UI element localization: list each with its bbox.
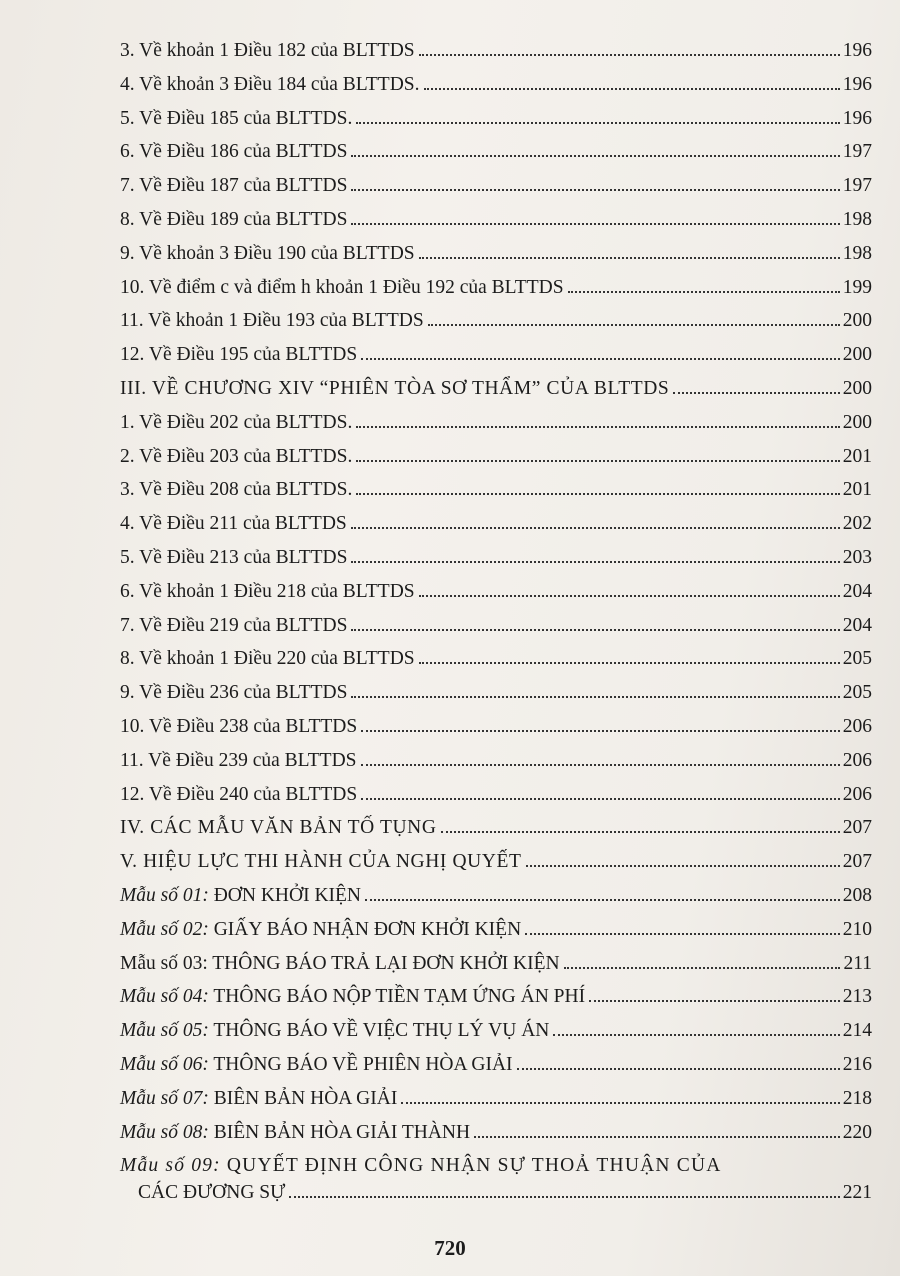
dot-leader [351,223,839,225]
dot-leader [351,155,839,157]
toc-entry-title: 4. Về Điều 211 của BLTTDS [120,513,347,535]
toc-entry-title: THÔNG BÁO VỀ VIỆC THỤ LÝ VỤ ÁN [208,1020,550,1042]
toc-entry-page: 200 [842,344,872,366]
dot-leader [474,1136,840,1138]
toc-entry[interactable] [120,205,872,239]
toc-section-heading[interactable] [120,813,872,847]
toc-entry-title: 6. Về khoản 1 Điều 218 của BLTTDS [120,580,415,602]
dot-leader [553,1034,839,1036]
toc-entry-page: 207 [842,851,872,873]
dot-leader [428,324,840,326]
toc-entry-page: 221 [842,1181,872,1203]
toc-form-entry[interactable] [120,1084,872,1118]
form-number: Mẫu số 06: [120,1053,209,1075]
toc-entry-page: 214 [842,1020,872,1042]
dot-leader [356,460,839,462]
form-number: Mẫu số 09: [120,1155,221,1177]
dot-leader [401,1102,839,1104]
dot-leader [361,798,840,800]
toc-entry-page: 207 [842,817,872,839]
dot-leader [351,189,839,191]
toc-entry-page: 204 [842,580,872,602]
toc-form-entry[interactable] [120,949,872,983]
toc-entry[interactable] [120,577,872,611]
toc-entry-title: 9. Về khoản 3 Điều 190 của BLTTDS [120,242,415,264]
dot-leader [351,527,840,529]
dot-leader [526,865,840,867]
toc-entry[interactable] [120,273,872,307]
dot-leader [356,493,839,495]
dot-leader [419,257,840,259]
toc-entry-title: CÁC ĐƯƠNG SỰ [138,1181,286,1203]
toc-entry-page: 205 [842,648,872,670]
toc-entry[interactable] [120,171,872,205]
toc-entry-title: 12. Về Điều 195 của BLTTDS [120,344,358,366]
form-number: Mẫu số 02: [120,918,209,940]
dot-leader [419,662,840,664]
toc-entry[interactable] [120,306,872,340]
toc-entry-title: 8. Về Điều 189 của BLTTDS [120,208,348,230]
toc-entry[interactable] [120,408,872,442]
toc-entry-title: 1. Về Điều 202 của BLTTDS. [120,411,353,433]
form-number: Mẫu số 08: [120,1121,209,1143]
dot-leader [589,1000,840,1002]
toc-entry-page: 198 [842,242,872,264]
toc-entry-title: 10. Về Điều 238 của BLTTDS [120,715,358,737]
toc-entry-page: 203 [842,546,872,568]
toc-entry-title: 6. Về Điều 186 của BLTTDS [120,141,348,163]
toc-entry[interactable] [120,712,872,746]
toc-section-heading[interactable] [120,374,872,408]
toc-entry-title: 9. Về Điều 236 của BLTTDS [120,682,348,704]
toc-entry[interactable] [120,543,872,577]
dot-leader [419,54,840,56]
toc-entry-title: 4. Về khoản 3 Điều 184 của BLTTDS. [120,73,420,95]
form-number: Mẫu số 07: [120,1087,209,1109]
toc-entry-title: 11. Về Điều 239 của BLTTDS [120,749,357,771]
dot-leader [351,696,839,698]
dot-leader [568,291,840,293]
toc-entry[interactable] [120,137,872,171]
toc-entry[interactable] [120,611,872,645]
toc-entry-page: 206 [842,783,872,805]
toc-entry[interactable] [120,644,872,678]
toc-form-entry[interactable] [120,1151,872,1211]
toc-entry-page: 211 [843,952,872,974]
toc-entry-title: III. VỀ CHƯƠNG XIV “PHIÊN TÒA SƠ THẨM” CỦA BLTTDS [120,377,670,399]
dot-leader [356,426,839,428]
toc-entry-title: 8. Về khoản 1 Điều 220 của BLTTDS [120,648,415,670]
dot-leader [424,88,840,90]
dot-leader [361,730,840,732]
toc-entry-title: BIÊN BẢN HÒA GIẢI THÀNH [208,1121,471,1143]
dot-leader [525,933,840,935]
toc-entry-title-line1: QUYẾT ĐỊNH CÔNG NHẬN SỰ THOẢ THUẬN CỦA [220,1155,722,1177]
toc-entry-title: GIẤY BÁO NHẬN ĐƠN KHỞI KIỆN [208,918,522,940]
toc-entry-title: 7. Về Điều 219 của BLTTDS [120,614,348,636]
toc-entry-title: V. HIỆU LỰC THI HÀNH CỦA NGHỊ QUYẾT [120,851,522,873]
toc-entry-page: 205 [842,682,872,704]
toc-entry[interactable] [120,239,872,273]
toc-entry-page: 202 [842,513,872,535]
dot-leader [361,764,840,766]
toc-entry-page: 201 [842,479,872,501]
toc-entry[interactable] [120,678,872,712]
form-number: Mẫu số 01: [120,884,209,906]
toc-form-entry[interactable] [120,982,872,1016]
form-number: Mẫu số 04: [120,986,209,1008]
toc-form-entry[interactable] [120,915,872,949]
toc-entry-page: 216 [842,1053,872,1075]
toc-entry[interactable] [120,746,872,780]
toc-section-heading[interactable] [120,847,872,881]
toc-entry-title: 3. Về khoản 1 Điều 182 của BLTTDS [120,40,415,61]
toc-entry-page: 196 [842,107,872,129]
dot-leader [289,1196,839,1198]
toc-entry-page: 198 [842,208,872,230]
toc-entry-title: Mẫu số 03: THÔNG BÁO TRẢ LẠI ĐƠN KHỞI KIỆN [120,952,560,974]
toc-entry-page: 210 [842,918,872,940]
dot-leader [351,561,839,563]
toc-entry-title: THÔNG BÁO NỘP TIỀN TẠM ỨNG ÁN PHÍ [208,986,586,1008]
toc-entry[interactable] [120,442,872,476]
toc-entry-title: 11. Về khoản 1 Điều 193 của BLTTDS [120,310,424,332]
toc-entry[interactable] [120,509,872,543]
toc-entry-page: 213 [842,986,872,1008]
toc-entry-page: 200 [842,411,872,433]
dot-leader [356,122,839,124]
toc-entry-page: 199 [842,276,872,298]
dot-leader [517,1068,840,1070]
toc-entry-page: 201 [842,445,872,467]
dot-leader [419,595,840,597]
form-number: Mẫu số 05: [120,1020,209,1042]
toc-entry-page: 204 [842,614,872,636]
toc-entry-page: 218 [842,1087,872,1109]
toc-form-entry[interactable] [120,1016,872,1050]
toc-entry[interactable] [120,780,872,814]
dot-leader [441,831,840,833]
toc-entry-title: 12. Về Điều 240 của BLTTDS [120,783,358,805]
toc-entry-page: 200 [842,310,872,332]
toc-entry[interactable] [120,340,872,374]
toc-entry[interactable] [120,104,872,138]
toc-entry-title: 2. Về Điều 203 của BLTTDS. [120,445,353,467]
toc-entry-page: 197 [842,175,872,197]
toc-entry-page: 206 [842,749,872,771]
dot-leader [361,358,840,360]
toc-form-entry[interactable] [120,881,872,915]
table-of-contents [120,36,872,1211]
toc-entry-page: 197 [842,141,872,163]
toc-form-entry[interactable] [120,1050,872,1084]
toc-entry-page: 220 [842,1121,872,1143]
toc-entry-title: 10. Về điểm c và điểm h khoản 1 Điều 192 của BLTTDS [120,276,564,298]
page-number: 720 [434,1236,466,1260]
dot-leader [365,899,840,901]
toc-entry-title: THÔNG BÁO VỀ PHIÊN HÒA GIẢI [208,1053,513,1075]
toc-entry[interactable] [120,36,872,70]
toc-entry-title: IV. CÁC MẪU VĂN BẢN TỐ TỤNG [120,817,437,839]
toc-entry-page: 206 [842,715,872,737]
toc-form-entry[interactable] [120,1118,872,1152]
toc-entry-title: 5. Về Điều 213 của BLTTDS [120,546,348,568]
toc-entry-title: 7. Về Điều 187 của BLTTDS [120,175,348,197]
toc-entry-page: 208 [842,884,872,906]
toc-entry-title: 3. Về Điều 208 của BLTTDS. [120,479,353,501]
toc-entry-page: 196 [842,73,872,95]
toc-entry-title: BIÊN BẢN HÒA GIẢI [208,1087,398,1109]
toc-entry-page: 196 [842,40,872,61]
toc-entry-title: 5. Về Điều 185 của BLTTDS. [120,107,353,129]
dot-leader [351,629,839,631]
toc-entry[interactable] [120,70,872,104]
dot-leader [564,967,841,969]
toc-entry-page: 200 [842,377,872,399]
toc-entry-title: ĐƠN KHỞI KIỆN [208,884,362,906]
dot-leader [673,392,839,394]
toc-entry[interactable] [120,475,872,509]
